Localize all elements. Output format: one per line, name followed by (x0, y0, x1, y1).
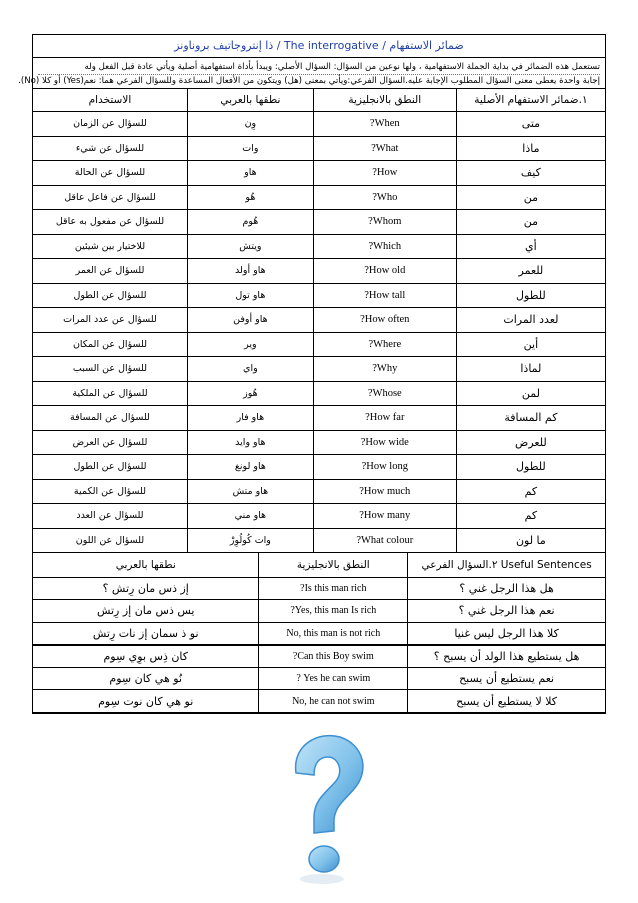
cell-pronunciation: هاو متش (187, 479, 313, 504)
cell-arabic-word: لعدد المرات (456, 308, 605, 333)
cell-arabic-sentence: هل هذا الرجل غني ؟ (408, 578, 605, 600)
col-header-english: النطق بالانجليزية (259, 553, 408, 578)
cell-english: How far? (313, 406, 456, 431)
cell-pronunciation: هاو فار (187, 406, 313, 431)
cell-pronunciation: وات كُولُوِرْ (187, 528, 313, 553)
cell-usage: للسؤال عن الكمية (33, 479, 187, 504)
cell-arabic-word: ماذا (456, 136, 605, 161)
cell-arabic-word: للعمر (456, 259, 605, 284)
cell-pronunciation: كان ذِس بوِي سِوم (33, 645, 259, 668)
cell-pronunciation: يس ذس مان إز رِتش (33, 600, 259, 622)
cell-pronunciation: هُوز (187, 381, 313, 406)
interrogatives-table (33, 89, 605, 553)
cell-english: Is this man rich? (259, 578, 408, 600)
col-header-pronunciation: نطقها بالعربي (33, 553, 259, 578)
table-row (33, 578, 605, 600)
cell-arabic-word: كم المسافة (456, 406, 605, 431)
cell-arabic-word: للطول (456, 283, 605, 308)
cell-english: Whose? (313, 381, 456, 406)
table-row (33, 479, 605, 504)
cell-pronunciation: وير (187, 332, 313, 357)
cell-pronunciation: هاو أولد (187, 259, 313, 284)
cell-english: Why? (313, 357, 456, 382)
cell-pronunciation: هاو (187, 161, 313, 186)
cell-usage: للسؤال عن الزمان (33, 112, 187, 137)
cell-english: Yes, this man Is rich? (259, 600, 408, 622)
table-row (33, 308, 605, 333)
table-row (33, 234, 605, 259)
cell-pronunciation: ويتش (187, 234, 313, 259)
interrogatives-rows (33, 112, 605, 553)
cell-arabic-sentence: هل يستطيع هذا الولد أن يسبح ؟ (408, 645, 605, 668)
cell-pronunciation: هاو تول (187, 283, 313, 308)
table-row (33, 600, 605, 622)
cell-usage: للسؤال عن الطول (33, 283, 187, 308)
table-header-row (33, 89, 605, 112)
cell-english: Whom? (313, 210, 456, 235)
sentences-rows (33, 578, 605, 713)
cell-english: How wide? (313, 430, 456, 455)
cell-usage: للسؤال عن السبب (33, 357, 187, 382)
cell-usage: للسؤال عن شيء (33, 136, 187, 161)
table-row (33, 668, 605, 690)
cell-usage: للسؤال عن مفعول به عاقل (33, 210, 187, 235)
cell-pronunciation: وات (187, 136, 313, 161)
col-header-english: النطق بالانجليزية (313, 89, 456, 112)
cell-arabic-sentence: نعم يستطيع أن يسبح (408, 668, 605, 690)
table-row (33, 136, 605, 161)
cell-arabic-sentence: نعم هذا الرجل غني ؟ (408, 600, 605, 622)
table-row (33, 455, 605, 480)
cell-arabic-word: ما لون (456, 528, 605, 553)
cell-usage: للسؤال عن العمر (33, 259, 187, 284)
table-row (33, 430, 605, 455)
cell-arabic-word: أين (456, 332, 605, 357)
cell-english: How long? (313, 455, 456, 480)
cell-usage: للسؤال عن المسافة (33, 406, 187, 431)
cell-english: No, this man is not rich (259, 622, 408, 645)
cell-usage: للسؤال عن عدد المرات (33, 308, 187, 333)
table-row (33, 381, 605, 406)
cell-arabic-word: من (456, 210, 605, 235)
cell-pronunciation: نو هي كان نوت سِوم (33, 690, 259, 712)
cell-english: Yes he can swim ? (259, 668, 408, 690)
cell-usage: للسؤال عن المكان (33, 332, 187, 357)
table-row (33, 161, 605, 186)
cell-arabic-word: كم (456, 479, 605, 504)
table-row (33, 690, 605, 712)
cell-english: No, he can not swim (259, 690, 408, 712)
cell-usage: للسؤال عن اللون (33, 528, 187, 553)
cell-arabic-word: كيف (456, 161, 605, 186)
cell-usage: للسؤال عن الحالة (33, 161, 187, 186)
cell-arabic-word: لماذا (456, 357, 605, 382)
cell-english: Who? (313, 185, 456, 210)
cell-english: How many? (313, 504, 456, 529)
cell-arabic-sentence: كلا لا يستطيع أن يسبح (408, 690, 605, 712)
cell-arabic-word: متى (456, 112, 605, 137)
intro-line: إجابة واحدة يعطى معنى السؤال المطلوب الإجابة عليه.السؤال الفرعي:ويأتي بمعنى (هل) ويتكون من الأفعال المساعدة وللسؤال الفرعي هما: نعم(Yes) أو كلا (No). (18, 76, 600, 86)
cell-usage: للسؤال عن الملكية (33, 381, 187, 406)
cell-english: How much? (313, 479, 456, 504)
cell-arabic-word: أي (456, 234, 605, 259)
worksheet (18, 34, 606, 714)
intro-line: تستعمل هذه الضمائر في بداية الجملة الاستفهامية ، ولها نوعين من السؤال: السؤال الأصلي: ويبدأ بأداة استفهامية أصلية ويأتي عادة قبل الفعل وله (38, 61, 600, 75)
table-row (33, 185, 605, 210)
table-row (33, 357, 605, 382)
cell-pronunciation: هاو أوفن (187, 308, 313, 333)
table-row (33, 504, 605, 529)
cell-english: Can this Boy swim? (259, 645, 408, 668)
table-row (33, 210, 605, 235)
col-header-arabic: Useful Sentences ٢.السؤال الفرعي (408, 553, 605, 578)
table-row (33, 112, 605, 137)
cell-pronunciation: إز ذس مان رِتش ؟ (33, 578, 259, 600)
cell-pronunciation: نُو هي كان سِوم (33, 668, 259, 690)
table-row (33, 645, 605, 668)
table-row (33, 259, 605, 284)
table-row (33, 283, 605, 308)
cell-pronunciation: هُوم (187, 210, 313, 235)
cell-pronunciation: هاو وايد (187, 430, 313, 455)
col-header-arabic: ١.ضمائر الاستفهام الأصلية (456, 89, 605, 112)
intro-paragraph (18, 58, 605, 89)
page-title: ضمائر الاستفهام / The interrogative / ذا إنتروجاتيف بروناونز (33, 35, 605, 58)
cell-usage: للسؤال عن العدد (33, 504, 187, 529)
cell-arabic-word: كم (456, 504, 605, 529)
cell-arabic-word: للعرض (456, 430, 605, 455)
cell-english: When? (313, 112, 456, 137)
cell-arabic-sentence: كلا هذا الرجل ليس غنيا (408, 622, 605, 645)
cell-english: What? (313, 136, 456, 161)
cell-pronunciation: وِن (187, 112, 313, 137)
cell-pronunciation: نو ذ سمان إز نات رِتش (33, 622, 259, 645)
table-row (33, 622, 605, 645)
table-header-row (33, 553, 605, 578)
cell-usage: للاختيار بين شيئين (33, 234, 187, 259)
cell-arabic-word: للطول (456, 455, 605, 480)
cell-english: How old? (313, 259, 456, 284)
cell-arabic-word: لمن (456, 381, 605, 406)
cell-pronunciation: هُو (187, 185, 313, 210)
cell-english: How often? (313, 308, 456, 333)
table-row (33, 406, 605, 431)
cell-arabic-word: من (456, 185, 605, 210)
cell-pronunciation: هاو مني (187, 504, 313, 529)
cell-usage: للسؤال عن فاعل عاقل (33, 185, 187, 210)
col-header-pronunciation: نطقها بالعربي (187, 89, 313, 112)
cell-english: What colour? (313, 528, 456, 553)
cell-english: Which? (313, 234, 456, 259)
table-row (33, 528, 605, 553)
question-mark-icon (278, 727, 374, 889)
cell-pronunciation: واي (187, 357, 313, 382)
cell-usage: للسؤال عن العرض (33, 430, 187, 455)
table-row (33, 332, 605, 357)
col-header-usage: الاستخدام (33, 89, 187, 112)
sentences-table (33, 553, 605, 713)
cell-english: Where? (313, 332, 456, 357)
cell-english: How? (313, 161, 456, 186)
cell-english: How tall? (313, 283, 456, 308)
cell-usage: للسؤال عن الطول (33, 455, 187, 480)
cell-pronunciation: هاو لونغ (187, 455, 313, 480)
